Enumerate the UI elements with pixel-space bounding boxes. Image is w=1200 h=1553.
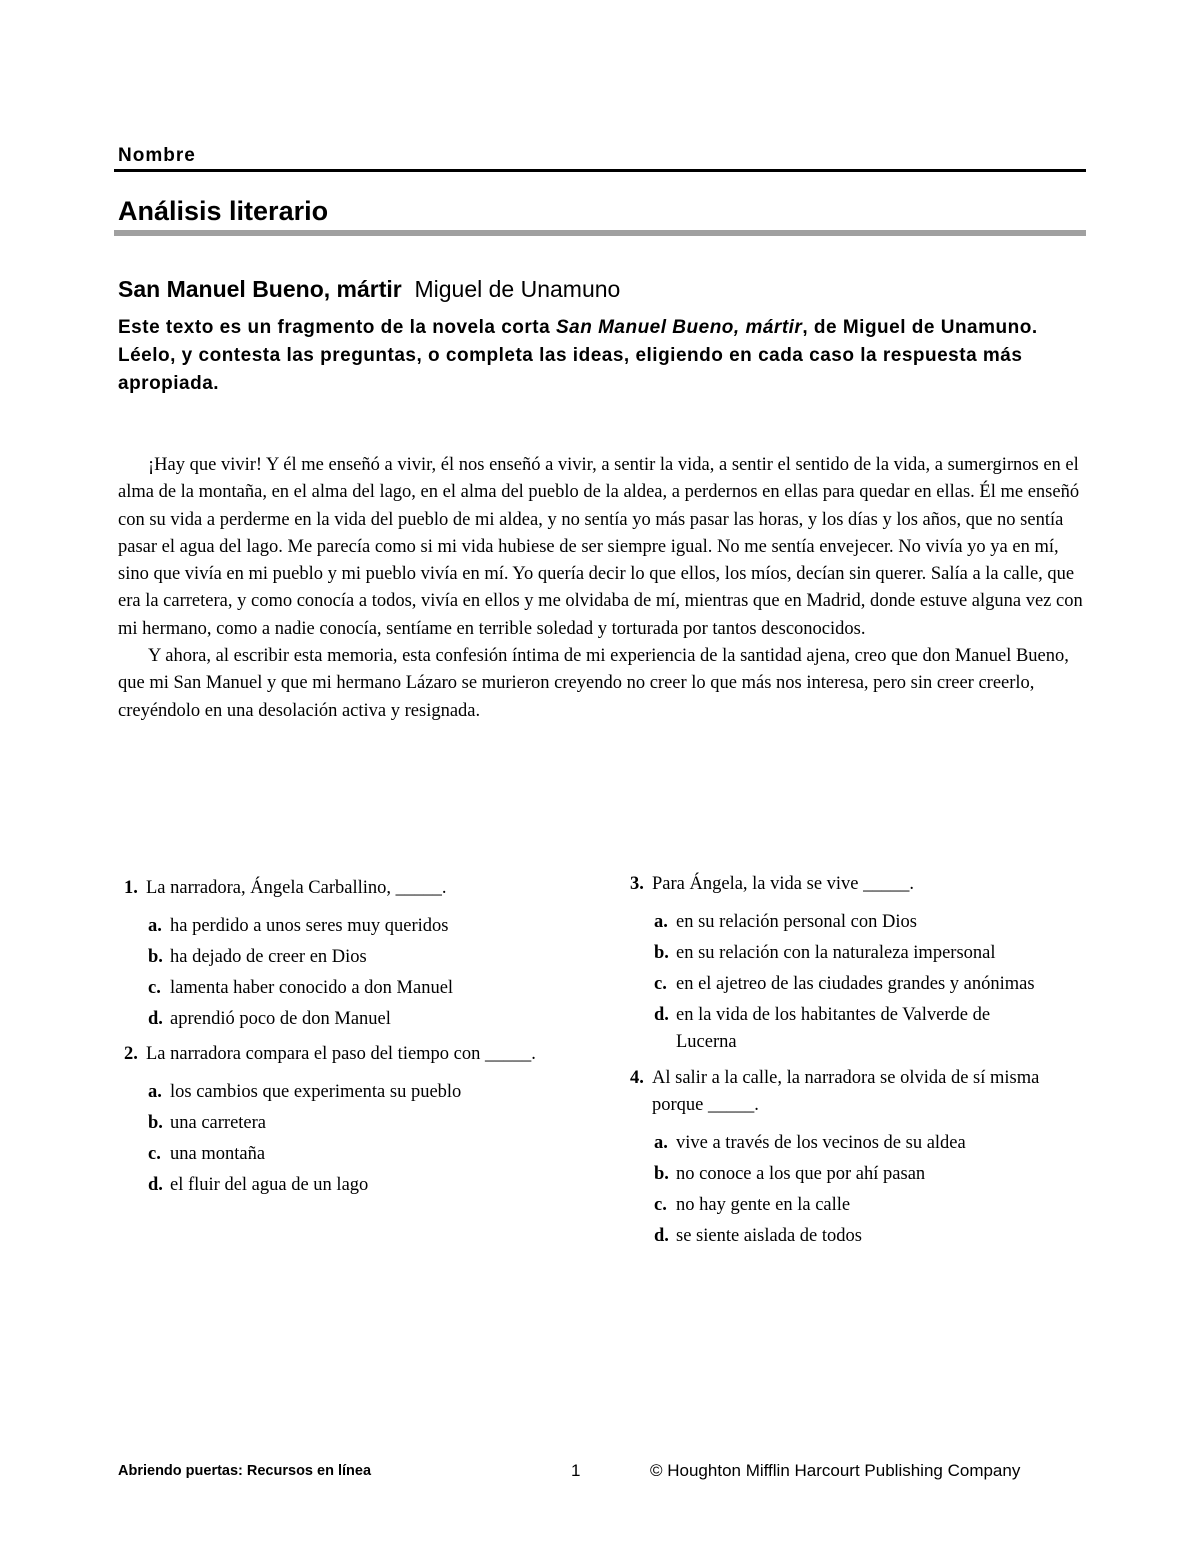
option-b[interactable] — [124, 1110, 544, 1138]
option-b[interactable] — [630, 1161, 1050, 1189]
option-text: en su relación personal con Dios — [676, 911, 917, 932]
questions-column-left — [124, 875, 544, 1207]
option-text: en el ajetreo de las ciudades grandes y anónimas — [676, 973, 1035, 994]
option-b[interactable] — [630, 940, 1050, 968]
option-letter: a. — [654, 911, 668, 932]
option-letter: d. — [148, 1008, 163, 1029]
option-text: una carretera — [170, 1112, 267, 1133]
passage-paragraph-2: Y ahora, al escribir esta memoria, esta confesión íntima de mi experiencia de la santidad ajena, creo que don Manuel Bueno, que mi San Manuel y que mi hermano Lázaro se murieron creyendo no creer lo que más nos interesa, pero sin creer creerlo, creyéndolo en una desolación activa y resignada. — [118, 646, 1069, 721]
option-a[interactable] — [124, 1079, 544, 1107]
question-3 — [630, 871, 1050, 899]
option-letter: a. — [654, 1132, 668, 1153]
option-a[interactable] — [630, 909, 1050, 937]
option-d[interactable] — [124, 1006, 544, 1034]
option-letter: d. — [654, 1004, 669, 1025]
option-letter: a. — [148, 915, 162, 936]
question-text: Para Ángela, la vida se vive _____. — [652, 874, 915, 894]
question-number: 4. — [630, 1067, 644, 1088]
work-title: San Manuel Bueno, mártir — [118, 276, 402, 302]
option-a[interactable] — [630, 1130, 1050, 1158]
option-letter: d. — [148, 1174, 163, 1195]
footer-copyright: © Houghton Mifflin Harcourt Publishing Company — [650, 1461, 1021, 1480]
option-letter: c. — [654, 1194, 667, 1215]
title-divider — [114, 230, 1086, 236]
question-text: Al salir a la calle, la narradora se olvida de sí misma porque _____. — [652, 1067, 1040, 1115]
option-c[interactable] — [630, 971, 1050, 999]
question-4-options — [630, 1130, 1050, 1251]
option-text: vive a través de los vecinos de su aldea — [676, 1132, 966, 1153]
instructions-part2: , de Miguel de Unamuno. Léelo, y contesta las preguntas, o completa las ideas, eligiendo en cada caso la respuesta más apropiada. — [118, 317, 1038, 394]
option-d[interactable] — [630, 1223, 1050, 1251]
option-letter: c. — [148, 1143, 161, 1164]
option-c[interactable] — [630, 1192, 1050, 1220]
work-heading — [118, 276, 620, 303]
passage-paragraph-1: ¡Hay que vivir! Y él me enseñó a vivir, él nos enseñó a vivir, a sentir la vida, a sentir el sentido de la vida, a sumergirnos en el alma de la montaña, en el alma del lago, en el alma del pueblo de la aldea, a perdernos en ellas para quedar en ellas. Él me enseñó con su vida a perderme en la vida del pueblo de mi aldea, y no sentía yo más pasar las horas, y los días y los años, que no sentía pasar el agua del lago. Me parecía como si mi vida hubiese de ser siempre igual. No me sentía envejecer. No vivía yo ya en mí, sino que vivía en mi pueblo y mi pueblo vivía en mí. Yo quería decir lo que ellos, los míos, decían sin querer. Salía a la calle, que era la carretera, y como conocía a todos, vivía en ellos y me olvidaba de mí, mientras que en Madrid, donde estuve alguna vez con mi hermano, como a nadie conocía, sentíame en terrible soledad y torturada por tantos desconocidos. — [118, 455, 1083, 639]
footer-publication: Abriendo puertas: Recursos en línea — [118, 1463, 372, 1479]
question-2-options — [124, 1079, 544, 1200]
reading-passage — [118, 452, 1086, 725]
work-author: Miguel de Unamuno — [414, 276, 621, 302]
option-text: en la vida de los habitantes de Valverde de Lucerna — [676, 1004, 991, 1052]
question-2 — [124, 1041, 544, 1069]
option-letter: d. — [654, 1225, 669, 1246]
question-number: 2. — [124, 1044, 138, 1064]
option-letter: b. — [148, 946, 163, 967]
question-4 — [630, 1065, 1050, 1120]
option-text: no conoce a los que por ahí pasan — [676, 1163, 926, 1184]
option-letter: b. — [654, 942, 669, 963]
option-text: una montaña — [170, 1143, 266, 1164]
option-a[interactable] — [124, 913, 544, 941]
option-text: el fluir del agua de un lago — [170, 1174, 369, 1195]
option-letter: b. — [148, 1112, 163, 1133]
option-d[interactable] — [124, 1172, 544, 1200]
option-letter: a. — [148, 1081, 162, 1102]
question-1 — [124, 875, 544, 903]
name-underline — [114, 169, 1086, 172]
question-number: 3. — [630, 874, 644, 894]
question-1-options — [124, 913, 544, 1034]
name-label: Nombre — [118, 145, 196, 166]
footer-page-number: 1 — [571, 1461, 581, 1480]
option-b[interactable] — [124, 944, 544, 972]
instructions-part1: Este texto es un fragmento de la novela corta — [118, 317, 556, 338]
option-text: en su relación con la naturaleza impersonal — [676, 942, 996, 963]
option-text: se siente aislada de todos — [676, 1225, 862, 1246]
option-text: no hay gente en la calle — [676, 1194, 851, 1215]
option-text: ha dejado de creer en Dios — [170, 946, 367, 967]
option-letter: c. — [148, 977, 161, 998]
option-text: aprendió poco de don Manuel — [170, 1008, 391, 1029]
option-text: ha perdido a unos seres muy queridos — [170, 915, 449, 936]
option-c[interactable] — [124, 975, 544, 1003]
instructions-italic-title: San Manuel Bueno, mártir — [555, 317, 803, 338]
instructions — [118, 314, 1078, 398]
question-3-options — [630, 909, 1050, 1057]
question-text: La narradora, Ángela Carballino, _____. — [146, 878, 447, 898]
option-d[interactable] — [630, 1002, 1050, 1057]
questions-column-right — [630, 871, 1050, 1258]
question-number: 1. — [124, 878, 138, 898]
option-text: los cambios que experimenta su pueblo — [170, 1081, 462, 1102]
question-text: La narradora compara el paso del tiempo con _____. — [146, 1044, 536, 1064]
option-letter: c. — [654, 973, 667, 994]
page-title: Análisis literario — [118, 196, 329, 226]
option-text: lamenta haber conocido a don Manuel — [170, 977, 454, 998]
option-c[interactable] — [124, 1141, 544, 1169]
option-letter: b. — [654, 1163, 669, 1184]
